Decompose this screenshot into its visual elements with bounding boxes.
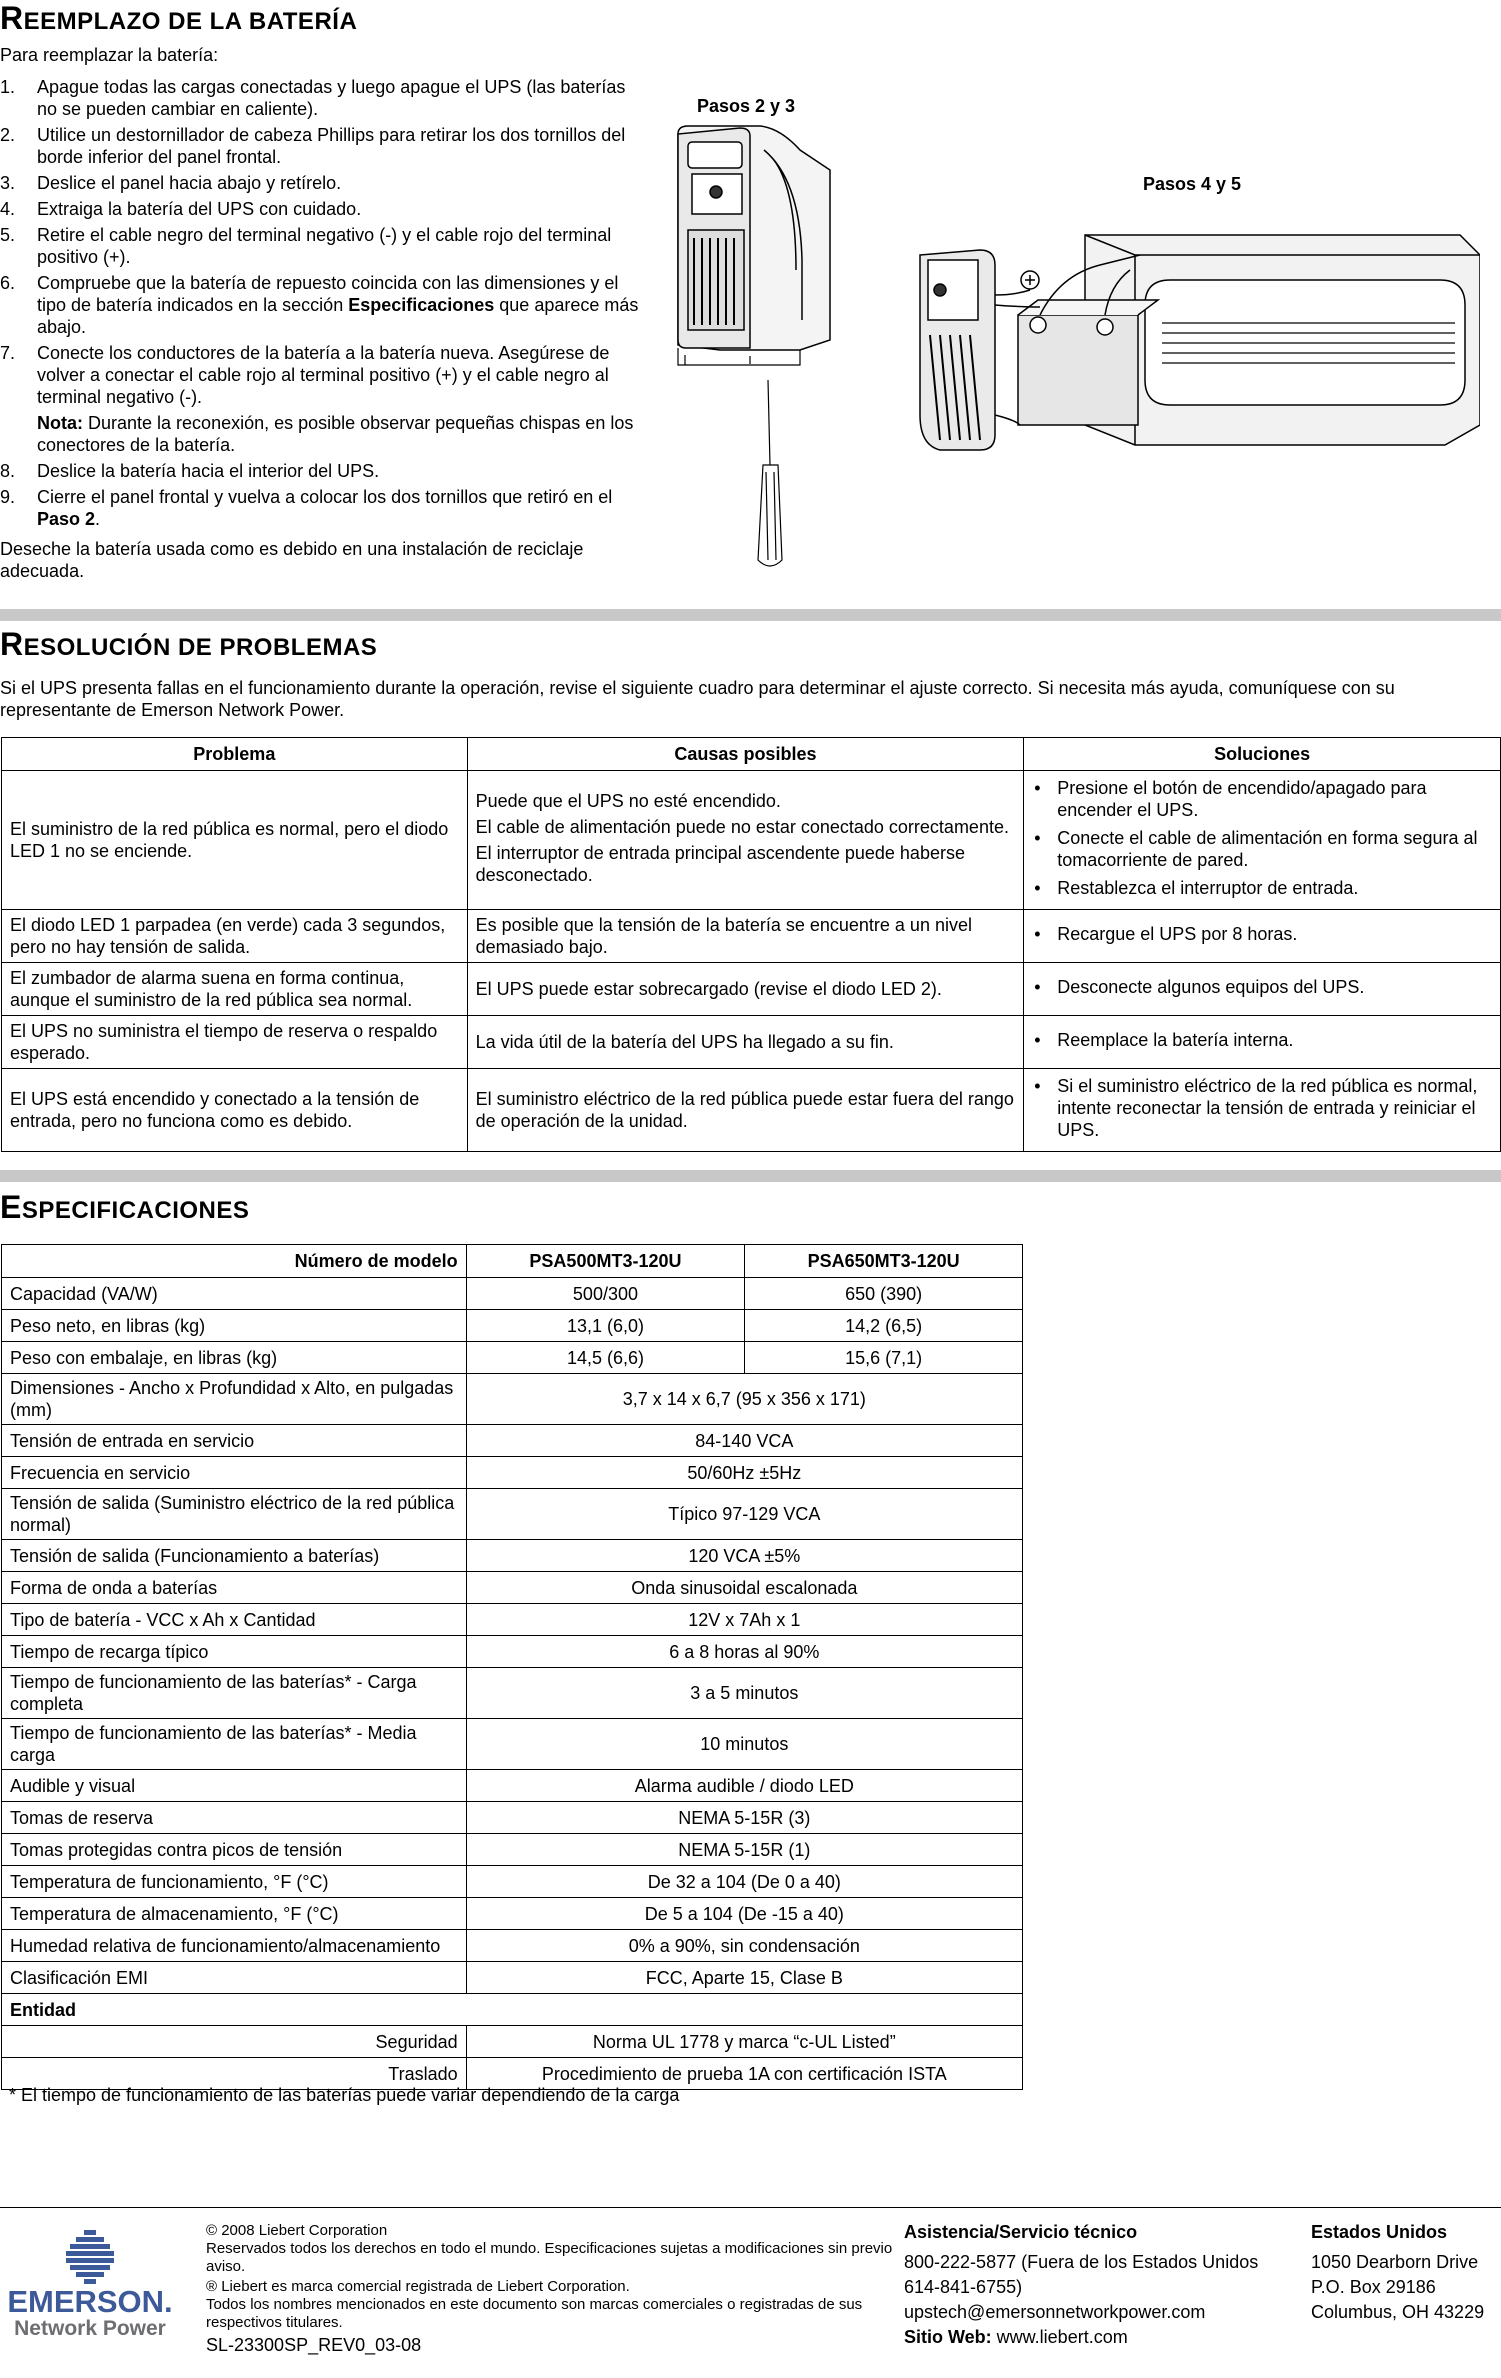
spec-value: FCC, Aparte 15, Clase B <box>466 1962 1022 1994</box>
table-row <box>2 1342 1023 1374</box>
spec-value: Norma UL 1778 y marca “c-UL Listed” <box>466 2026 1022 2058</box>
solution-item: • Si el suministro eléctrico de la red pública es normal, intente reconectar la tensión de entrada y reiniciar el UPS. <box>1034 1076 1478 1140</box>
spec-value: Alarma audible / diodo LED <box>466 1770 1022 1802</box>
table-row <box>2 1310 1023 1342</box>
spec-label: Frecuencia en servicio <box>2 1457 467 1489</box>
step-9: 9. Cierre el panel frontal y vuelva a colocar los dos tornillos que retiró en el Paso 2. <box>0 487 613 529</box>
table-row <box>2 1898 1023 1930</box>
spec-value: 500/300 <box>466 1278 745 1310</box>
troubleshooting-title: RESOLUCIÓN DE PROBLEMAS <box>0 626 378 662</box>
table-row <box>2 1636 1023 1668</box>
problem-cell: El suministro de la red pública es normal, pero el diodo LED 1 no se enciende. <box>2 771 468 910</box>
table-row <box>2 1572 1023 1604</box>
cause-text: El cable de alimentación puede no estar conectado correctamente. <box>475 817 1009 837</box>
solution-item: • Desconecte algunos equipos del UPS. <box>1034 977 1365 997</box>
step-1: 1. Apague todas las cargas conectadas y luego apague el UPS (las baterías no se pueden cambiar en caliente). <box>0 77 626 119</box>
table-row <box>2 771 1501 910</box>
specs-title: ESPECIFICACIONES <box>0 1189 250 1225</box>
support-web-link[interactable]: www.liebert.com <box>991 2327 1128 2347</box>
spec-value: De 5 a 104 (De -15 a 40) <box>466 1898 1022 1930</box>
battery-closing: Deseche la batería usada como es debido en una instalación de reciclaje adecuada. <box>0 539 584 581</box>
solution-item: • Recargue el UPS por 8 horas. <box>1034 924 1298 944</box>
section-divider-2 <box>0 1170 1501 1182</box>
table-row <box>2 1719 1023 1770</box>
spec-value: 3,7 x 14 x 6,7 (95 x 356 x 171) <box>466 1374 1022 1425</box>
spec-value: 14,5 (6,6) <box>466 1342 745 1374</box>
trademark-others-text: Todos los nombres mencionados en este documento son marcas comerciales o registradas de sus respectivos titulares. <box>206 2296 863 2331</box>
solutions-cell <box>1024 1016 1501 1069</box>
table-row <box>2 1930 1023 1962</box>
table-row <box>2 1962 1023 1994</box>
step-7: 7. Conecte los conductores de la batería a la batería nueva. Asegúrese de volver a conectar el cable rojo al terminal positivo (+) y el cable negro al terminal negativo (-). Nota: Durante la reconexión, es posible observar pequeñas chispas en los conectores de la batería. <box>0 342 650 456</box>
cause-text: Puede que el UPS no esté encendido. <box>475 791 781 811</box>
cause-text: El interruptor de entrada principal ascendente puede haberse desconectado. <box>475 843 965 885</box>
battery-title: REEMPLAZO DE LA BATERÍA <box>0 0 358 36</box>
specs-footnote: * El tiempo de funcionamiento de las baterías puede variar dependiendo de la carga <box>9 2085 680 2105</box>
causes-cell: El UPS puede estar sobrecargado (revise el diodo LED 2). <box>467 963 1024 1016</box>
address-line: P.O. Box 29186 <box>1311 2277 1436 2297</box>
step-5: 5. Retire el cable negro del terminal negativo (-) y el cable rojo del terminal positivo (+). <box>0 225 612 267</box>
spec-value: 120 VCA ±5% <box>466 1540 1022 1572</box>
battery-text <box>0 44 650 582</box>
spec-value: 15,6 (7,1) <box>745 1342 1023 1374</box>
spec-label: Tipo de batería - VCC x Ah x Cantidad <box>2 1604 467 1636</box>
spec-label: Traslado <box>2 2058 467 2090</box>
spec-label: Seguridad <box>2 2026 467 2058</box>
table-row <box>2 1457 1023 1489</box>
spec-label: Peso neto, en libras (kg) <box>2 1310 467 1342</box>
footer-divider <box>0 2207 1501 2208</box>
solutions-cell <box>1024 1069 1501 1152</box>
spec-value: Onda sinusoidal escalonada <box>466 1572 1022 1604</box>
spec-value: 14,2 (6,5) <box>745 1310 1023 1342</box>
footer-address <box>1311 2220 1496 2325</box>
footer-support <box>904 2220 1284 2350</box>
spec-value: 0% a 90%, sin condensación <box>466 1930 1022 1962</box>
table-row <box>2 1994 1023 2026</box>
table-row <box>2 1425 1023 1457</box>
spec-label: Forma de onda a baterías <box>2 1572 467 1604</box>
causes-cell <box>467 771 1024 910</box>
troubleshooting-header-row <box>2 738 1501 771</box>
spec-label: Peso con embalaje, en libras (kg) <box>2 1342 467 1374</box>
spec-value: NEMA 5-15R (3) <box>466 1802 1022 1834</box>
step-3: 3. Deslice el panel hacia abajo y retírelo. <box>0 173 342 193</box>
address-line: Columbus, OH 43229 <box>1311 2302 1485 2322</box>
step-2: 2. Utilice un destornillador de cabeza Phillips para retirar los dos tornillos del borde inferior del panel frontal. <box>0 125 626 167</box>
solutions-cell <box>1024 910 1501 963</box>
table-row <box>2 1770 1023 1802</box>
country-title: Estados Unidos <box>1311 2222 1448 2242</box>
table-row <box>2 1069 1501 1152</box>
figure-steps-4-5 <box>900 215 1480 465</box>
table-row <box>2 1802 1023 1834</box>
solutions-cell <box>1024 963 1501 1016</box>
solutions-cell <box>1024 771 1501 910</box>
spec-label: Tensión de entrada en servicio <box>2 1425 467 1457</box>
support-phone: 800-222-5877 (Fuera de los Estados Unidos 614-841-6755) <box>904 2252 1259 2297</box>
specs-table <box>1 1244 1023 2090</box>
specs-header-row <box>2 1245 1023 1278</box>
header-causes: Causas posibles <box>467 738 1024 771</box>
step-8: 8. Deslice la batería hacia el interior del UPS. <box>0 461 380 481</box>
spec-label: Tiempo de funcionamiento de las baterías* - Carga completa <box>2 1668 467 1719</box>
table-row <box>2 1489 1023 1540</box>
support-email[interactable]: upstech@emersonnetworkpower.com <box>904 2302 1206 2322</box>
doc-id: SL-23300SP_REV0_03-08 <box>206 2335 422 2355</box>
figure-steps-4-5-caption: Pasos 4 y 5 <box>1143 174 1242 194</box>
spec-value: NEMA 5-15R (1) <box>466 1834 1022 1866</box>
header-model: Número de modelo <box>2 1245 467 1278</box>
problem-cell: El diodo LED 1 parpadea (en verde) cada 3 segundos, pero no hay tensión de salida. <box>2 910 468 963</box>
spec-value: 3 a 5 minutos <box>466 1668 1022 1719</box>
step-6: 6. Compruebe que la batería de repuesto coincida con las dimensiones y el tipo de batería indicados en la sección Especificaciones que aparece más abajo. <box>0 273 639 337</box>
table-row <box>2 1278 1023 1310</box>
header-model-650: PSA650MT3-120U <box>745 1245 1023 1278</box>
spec-value: 6 a 8 horas al 90% <box>466 1636 1022 1668</box>
header-solutions: Soluciones <box>1024 738 1501 771</box>
support-title: Asistencia/Servicio técnico <box>904 2222 1138 2242</box>
table-row <box>2 1668 1023 1719</box>
troubleshooting-table <box>1 737 1501 1152</box>
spec-value: Típico 97-129 VCA <box>466 1489 1022 1540</box>
solution-item: • Conecte el cable de alimentación en forma segura al tomacorriente de pared. <box>1034 828 1478 870</box>
spec-value: 650 (390) <box>745 1278 1023 1310</box>
copyright-text: © 2008 Liebert Corporation <box>206 2222 388 2239</box>
problem-cell: El UPS está encendido y conectado a la tensión de entrada, pero no funciona como es debido. <box>2 1069 468 1152</box>
spec-label: Dimensiones - Ancho x Profundidad x Alto, en pulgadas (mm) <box>2 1374 467 1425</box>
spec-label: Tomas protegidas contra picos de tensión <box>2 1834 467 1866</box>
spec-label: Tomas de reserva <box>2 1802 467 1834</box>
troubleshooting-intro: Si el UPS presenta fallas en el funcionamiento durante la operación, revise el siguiente cuadro para determinar el ajuste correcto. Si necesita más ayuda, comuníquese con su representante de Emerson Network Power. <box>0 678 1395 720</box>
solution-item: • Reemplace la batería interna. <box>1034 1030 1294 1050</box>
header-model-500: PSA500MT3-120U <box>466 1245 745 1278</box>
problem-cell: El zumbador de alarma suena en forma continua, aunque el suministro de la red pública sea normal. <box>2 963 468 1016</box>
table-row <box>2 1866 1023 1898</box>
spec-value: 50/60Hz ±5Hz <box>466 1457 1022 1489</box>
figure-steps-2-3 <box>670 120 840 580</box>
section-divider-1 <box>0 609 1501 621</box>
table-row <box>2 1374 1023 1425</box>
battery-steps <box>0 76 650 530</box>
causes-cell: Es posible que la tensión de la batería se encuentre a un nivel demasiado bajo. <box>467 910 1024 963</box>
rights-text: Reservados todos los derechos en todo el mundo. Especificaciones sujetas a modificaciones sin previo aviso. <box>206 2240 893 2275</box>
logo-wordmark: EMERSON. <box>7 2284 173 2319</box>
footer-legal <box>206 2222 896 2354</box>
spec-label: Tiempo de recarga típico <box>2 1636 467 1668</box>
battery-section <box>0 0 357 37</box>
table-row <box>2 1834 1023 1866</box>
spec-value: 10 minutos <box>466 1719 1022 1770</box>
spec-label: Temperatura de funcionamiento, °F (°C) <box>2 1866 467 1898</box>
support-web: Sitio Web: www.liebert.com <box>904 2327 1128 2347</box>
spec-value: 84-140 VCA <box>466 1425 1022 1457</box>
trademark-text: ® Liebert es marca comercial registrada de Liebert Corporation. <box>206 2278 630 2295</box>
table-row <box>2 963 1501 1016</box>
emerson-logo <box>0 2228 180 2340</box>
table-row <box>2 1016 1501 1069</box>
figure-steps-2-3-caption: Pasos 2 y 3 <box>697 96 796 116</box>
spec-label: Audible y visual <box>2 1770 467 1802</box>
spec-label: Humedad relativa de funcionamiento/almacenamiento <box>2 1930 467 1962</box>
causes-cell: El suministro eléctrico de la red pública puede estar fuera del rango de operación de la unidad. <box>467 1069 1024 1152</box>
spec-label: Tiempo de funcionamiento de las baterías* - Media carga <box>2 1719 467 1770</box>
spec-label: Tensión de salida (Suministro eléctrico de la red pública normal) <box>2 1489 467 1540</box>
spec-label: Tensión de salida (Funcionamiento a baterías) <box>2 1540 467 1572</box>
table-row <box>2 2026 1023 2058</box>
spec-label: Clasificación EMI <box>2 1962 467 1994</box>
entity-label: Entidad <box>2 1994 1023 2026</box>
spec-value: 13,1 (6,0) <box>466 1310 745 1342</box>
spec-label: Temperatura de almacenamiento, °F (°C) <box>2 1898 467 1930</box>
specs-title-wrap <box>0 1189 249 1226</box>
address-line: 1050 Dearborn Drive <box>1311 2252 1479 2272</box>
battery-intro: Para reemplazar la batería: <box>0 45 219 65</box>
table-row <box>2 910 1501 963</box>
solution-item: • Restablezca el interruptor de entrada. <box>1034 878 1359 898</box>
causes-cell: La vida útil de la batería del UPS ha llegado a su fin. <box>467 1016 1024 1069</box>
problem-cell: El UPS no suministra el tiempo de reserva o respaldo esperado. <box>2 1016 468 1069</box>
spec-value: Procedimiento de prueba 1A con certificación ISTA <box>466 2058 1022 2090</box>
header-problem: Problema <box>2 738 468 771</box>
troubleshooting-title-wrap <box>0 626 377 663</box>
logo-subtitle: Network Power <box>14 2317 166 2340</box>
spec-value: 12V x 7Ah x 1 <box>466 1604 1022 1636</box>
table-row <box>2 1540 1023 1572</box>
step-7-note: Nota: Durante la reconexión, es posible observar pequeñas chispas en los conectores de la batería. <box>37 413 634 455</box>
emerson-globe-icon <box>60 2228 120 2286</box>
spec-value: De 32 a 104 (De 0 a 40) <box>466 1866 1022 1898</box>
step-4: 4. Extraiga la batería del UPS con cuidado. <box>0 199 362 219</box>
table-row <box>2 1604 1023 1636</box>
solution-item: • Presione el botón de encendido/apagado para encender el UPS. <box>1034 778 1427 820</box>
spec-label: Capacidad (VA/W) <box>2 1278 467 1310</box>
